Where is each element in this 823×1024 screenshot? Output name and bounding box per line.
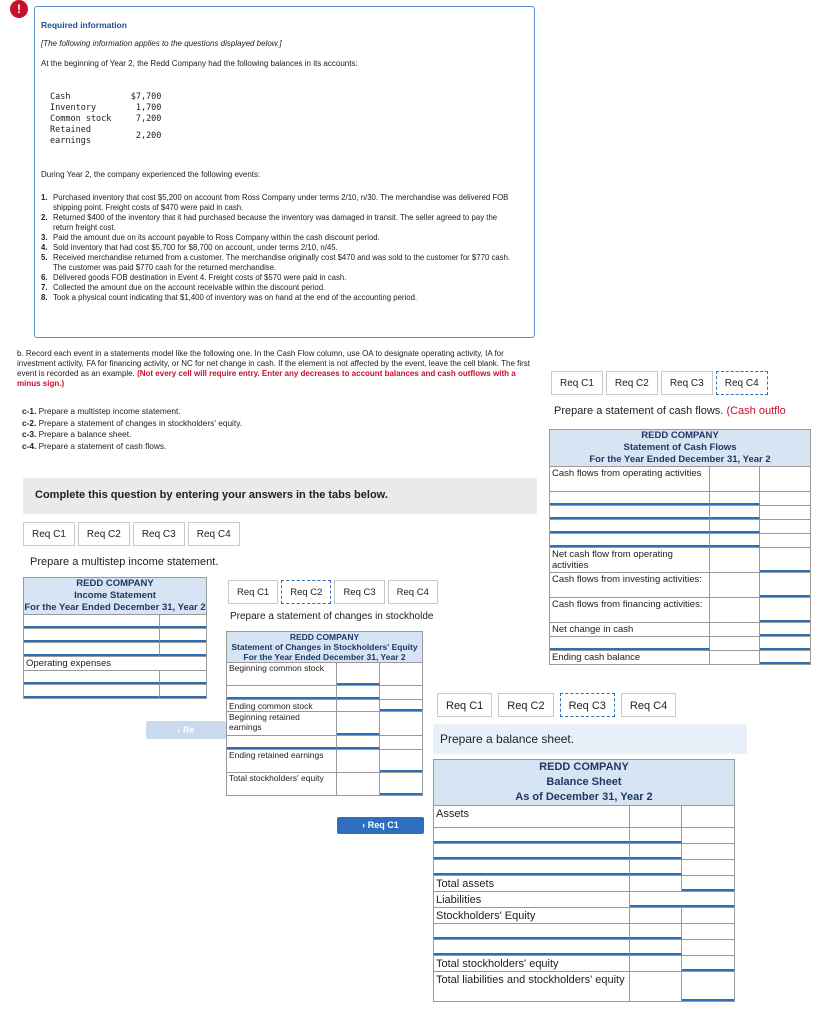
- account-input[interactable]: [434, 940, 630, 955]
- table-row: [549, 573, 811, 598]
- c1-back-button[interactable]: ‹ Re: [146, 721, 226, 739]
- tab-req-c4[interactable]: Req C4: [188, 522, 240, 546]
- amount-input[interactable]: [337, 736, 380, 749]
- account-input[interactable]: [24, 629, 160, 642]
- table-row: [23, 615, 207, 629]
- part-b-instructions: b. Record each event in a statements model like the following one. In the Cash Flow column, use OA to designate operating activity, IA for investment activity, FA for financing activity, or NC for net change in cash. If the element is not affected by the event, leave the cell blank. The first event is recorded as an example. (Not every cell will require entry. Enter any decreases to account balances and cash outflows with a minus sign.): [17, 349, 531, 388]
- row-label: Cash flows from operating activities: [550, 467, 710, 491]
- tab-req-c2[interactable]: Req C2: [606, 371, 658, 395]
- account-input[interactable]: [24, 685, 160, 698]
- amount-input[interactable]: [760, 598, 810, 622]
- account-input[interactable]: [434, 924, 630, 939]
- table-row: [226, 700, 423, 712]
- row-label: Beginning retained earnings: [227, 712, 337, 735]
- account-input[interactable]: [434, 828, 630, 843]
- list-item: 5. Received merchandise returned from a customer. The merchandise originally cost $470 and was sold to the customer for $770 cash. The customer was paid $770 cash for the returned merchandise.: [41, 253, 511, 272]
- table-row: [23, 643, 207, 657]
- account-input[interactable]: [227, 686, 337, 699]
- complete-banner: Complete this question by entering your answers in the tabs below.: [23, 478, 537, 514]
- row-label: Assets: [434, 806, 630, 827]
- statement-period: As of December 31, Year 2: [433, 790, 735, 806]
- table-row: [23, 685, 207, 699]
- events-list: [41, 193, 516, 303]
- table-row: [23, 629, 207, 643]
- statement-title: Balance Sheet: [433, 775, 735, 790]
- row-label: Total stockholders' equity: [227, 773, 337, 795]
- alert-icon: !: [10, 0, 28, 18]
- table-row: [433, 806, 735, 828]
- table-row: [549, 534, 811, 548]
- amount-input[interactable]: [630, 860, 682, 875]
- tab-req-c3[interactable]: Req C3: [560, 693, 615, 717]
- tab-req-c2[interactable]: Req C2: [78, 522, 130, 546]
- events-intro: During Year 2, the company experienced the following events:: [41, 170, 261, 179]
- table-row: [433, 940, 735, 956]
- table-row: [433, 892, 735, 908]
- statement-title: Income Statement: [23, 590, 207, 602]
- list-item: 1. Purchased inventory that cost $5,200 on account from Ross Company under terms 2/10, n/30. The merchandise was delivered FOB shipping point. Freight costs of $470 were paid in cash.: [41, 193, 509, 212]
- row-label: Stockholders' Equity: [434, 908, 630, 923]
- list-item: 3. Paid the amount due on its account payable to Ross Company within the cash discount period.: [41, 233, 380, 242]
- amount-input[interactable]: [710, 520, 760, 533]
- tab-req-c4[interactable]: Req C4: [388, 580, 438, 604]
- balance-row: Retained earnings 2,200: [50, 125, 162, 146]
- statement-period: For the Year Ended December 31, Year 2: [549, 454, 811, 467]
- amount-input[interactable]: [630, 844, 682, 859]
- balance-row: Inventory 1,700: [50, 103, 162, 113]
- list-item: c-3. Prepare a balance sheet.: [22, 429, 132, 439]
- amount-input[interactable]: [380, 700, 422, 711]
- row-label: Ending cash balance: [550, 651, 710, 664]
- table-row: [549, 548, 811, 573]
- tab-req-c2[interactable]: Req C2: [281, 580, 331, 604]
- table-row: [433, 860, 735, 876]
- table-row: [433, 876, 735, 892]
- tabs-c3: [437, 693, 679, 717]
- table-row: [549, 492, 811, 506]
- c-requirements-list: [22, 406, 242, 452]
- amount-input[interactable]: [682, 972, 734, 1001]
- balance-row: Cash $7,700: [50, 92, 162, 102]
- company-name: REDD COMPANY: [23, 577, 207, 590]
- company-name: REDD COMPANY: [549, 429, 811, 442]
- amount-input[interactable]: [710, 506, 760, 519]
- account-input[interactable]: [24, 671, 160, 684]
- c2-prompt: Prepare a statement of changes in stockholde: [230, 611, 434, 622]
- amount-input[interactable]: [760, 651, 810, 664]
- required-info-note: [The following information applies to the questions displayed below.]: [41, 39, 282, 48]
- amount-input[interactable]: [160, 643, 206, 656]
- table-row: [549, 598, 811, 623]
- stockholders-equity-statement: [226, 631, 423, 796]
- amount-input[interactable]: [160, 671, 206, 684]
- cash-flow-statement: [549, 429, 811, 665]
- account-input[interactable]: [434, 860, 630, 875]
- amount-input[interactable]: [337, 712, 380, 735]
- amount-input[interactable]: [630, 924, 682, 939]
- tab-req-c1[interactable]: Req C1: [23, 522, 75, 546]
- list-item: 2. Returned $400 of the inventory that it had purchased because the inventory was damaged in transit. The seller agreed to pay the return freight cost.: [41, 213, 498, 232]
- table-row: [549, 637, 811, 651]
- balance-row: Common stock 7,200: [50, 114, 162, 124]
- table-row: [23, 657, 207, 671]
- table-row: [226, 663, 423, 686]
- amount-input[interactable]: [337, 663, 380, 685]
- tab-req-c4[interactable]: Req C4: [716, 371, 768, 395]
- amount-input[interactable]: [710, 492, 760, 505]
- tab-req-c1[interactable]: Req C1: [437, 693, 492, 717]
- table-row: [549, 467, 811, 492]
- table-row: [433, 844, 735, 860]
- account-input[interactable]: [550, 492, 710, 505]
- income-statement: [23, 577, 207, 699]
- list-item: c-2. Prepare a statement of changes in stockholders' equity.: [22, 417, 243, 428]
- account-input[interactable]: [24, 643, 160, 656]
- table-row: [433, 908, 735, 924]
- c3-prompt: Prepare a balance sheet.: [440, 732, 575, 746]
- table-row: [226, 750, 423, 773]
- account-input[interactable]: [550, 520, 710, 533]
- balance-sheet: [433, 759, 735, 1002]
- row-label: Ending retained earnings: [227, 750, 337, 772]
- tab-req-c4[interactable]: Req C4: [621, 693, 676, 717]
- table-row: [23, 671, 207, 685]
- list-item: 7. Collected the amount due on the account receivable within the discount period.: [41, 283, 326, 292]
- amount-input[interactable]: [160, 629, 206, 642]
- table-row: [549, 651, 811, 665]
- statement-title: Statement of Cash Flows: [549, 442, 811, 454]
- list-item: 4. Sold inventory that had cost $5,700 for $8,700 on account, under terms 2/10, n/45.: [41, 243, 338, 252]
- amount-input[interactable]: [760, 623, 810, 636]
- tab-req-c1[interactable]: Req C1: [228, 580, 278, 604]
- operating-expenses-label: Operating expenses: [26, 658, 112, 669]
- c2-back-button[interactable]: ‹ Req C1: [337, 817, 424, 834]
- account-input[interactable]: [550, 534, 710, 547]
- account-input[interactable]: [434, 844, 630, 859]
- account-input[interactable]: [550, 506, 710, 519]
- amount-input[interactable]: [760, 548, 810, 572]
- amount-input[interactable]: [630, 828, 682, 843]
- amount-input[interactable]: [630, 892, 734, 907]
- row-label: Total stockholders' equity: [434, 956, 630, 971]
- table-row: [226, 686, 423, 700]
- amount-input[interactable]: [160, 685, 206, 698]
- table-row: [549, 506, 811, 520]
- table-row: [549, 520, 811, 534]
- row-label: Ending common stock: [227, 700, 337, 711]
- tab-req-c2[interactable]: Req C2: [498, 693, 553, 717]
- amount-input[interactable]: [630, 940, 682, 955]
- required-info-intro: At the beginning of Year 2, the Redd Company had the following balances in its accounts:: [41, 59, 358, 68]
- table-row: [226, 773, 423, 796]
- tab-req-c3[interactable]: Req C3: [661, 371, 713, 395]
- c1-prompt: Prepare a multistep income statement.: [30, 556, 219, 568]
- list-item: 6. Delivered goods FOB destination in Event 4. Freight costs of $570 were paid in cash.: [41, 273, 347, 282]
- company-name: REDD COMPANY: [433, 759, 735, 775]
- c4-prompt: Prepare a statement of cash flows. (Cash outflo: [554, 405, 786, 417]
- row-label: Cash flows from financing activities:: [550, 598, 710, 622]
- row-label: Total liabilities and stockholders' equity: [434, 972, 630, 1001]
- amount-input[interactable]: [760, 637, 810, 650]
- tab-req-c3[interactable]: Req C3: [133, 522, 185, 546]
- table-row: [226, 736, 423, 750]
- list-item: c-4. Prepare a statement of cash flows.: [22, 440, 167, 451]
- row-label: Cash flows from investing activities:: [550, 573, 710, 597]
- row-label: Net cash flow from operating activities: [550, 548, 710, 572]
- table-row: [433, 828, 735, 844]
- amount-input[interactable]: [682, 956, 734, 971]
- row-label: Beginning common stock: [227, 663, 337, 685]
- list-item: 8. Took a physical count indicating that $1,400 of inventory was on hand at the end of the accounting period.: [41, 293, 418, 302]
- row-label: Net change in cash: [550, 623, 710, 636]
- amount-input[interactable]: [380, 750, 422, 772]
- tabs-c1: [23, 522, 243, 546]
- amount-input[interactable]: [682, 876, 734, 891]
- row-label: Total assets: [434, 876, 630, 891]
- tabs-c2: [228, 580, 441, 604]
- statement-period: For the Year Ended December 31, Year 2: [24, 602, 206, 613]
- amount-input[interactable]: [710, 534, 760, 547]
- account-input[interactable]: [227, 736, 337, 749]
- table-row: [433, 924, 735, 940]
- tabs-c4: [551, 371, 771, 395]
- statement-title: Statement of Changes in Stockholders' Equity: [226, 642, 423, 652]
- table-row: [549, 623, 811, 637]
- required-info-title: Required information: [41, 20, 127, 30]
- statement-period: For the Year Ended December 31, Year 2: [226, 652, 423, 663]
- table-row: [433, 972, 735, 1002]
- tab-req-c1[interactable]: Req C1: [551, 371, 603, 395]
- amount-input[interactable]: [337, 686, 380, 699]
- amount-input[interactable]: [380, 773, 422, 795]
- balances-table: [50, 92, 167, 147]
- table-row: [226, 712, 423, 736]
- list-item: c-1. Prepare a multistep income statement.: [22, 406, 181, 416]
- company-name: REDD COMPANY: [226, 631, 423, 642]
- amount-input[interactable]: [760, 573, 810, 597]
- row-label: Liabilities: [434, 892, 630, 907]
- account-input[interactable]: [550, 637, 710, 650]
- amount-input[interactable]: [160, 615, 206, 628]
- account-input[interactable]: [24, 615, 160, 628]
- table-row: [433, 956, 735, 972]
- tab-req-c3[interactable]: Req C3: [334, 580, 384, 604]
